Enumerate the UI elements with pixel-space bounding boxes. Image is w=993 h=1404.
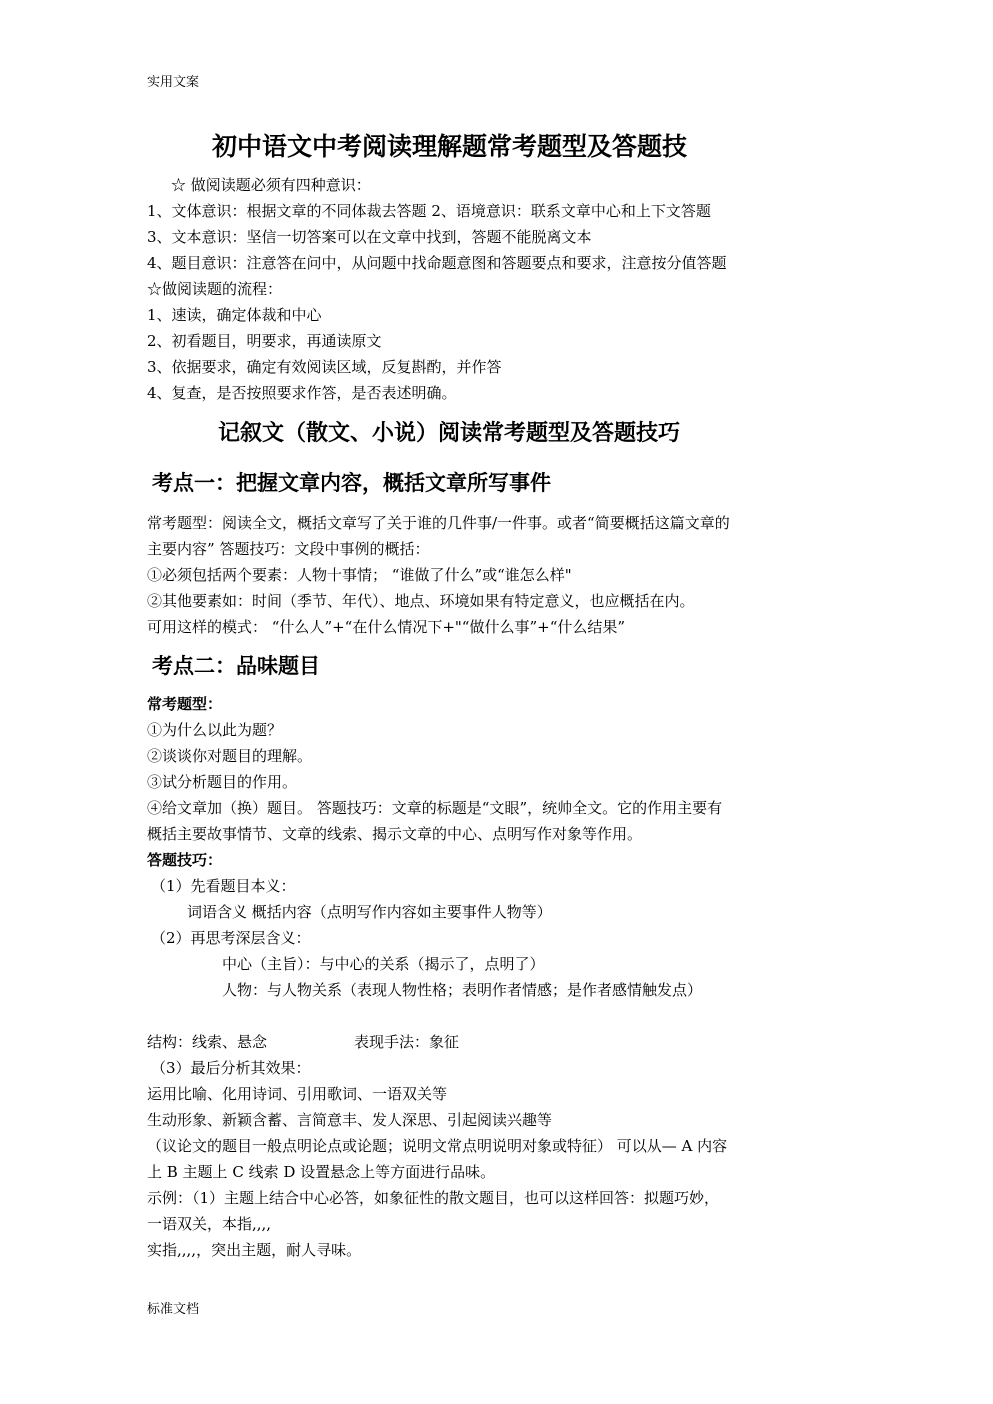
point2-type: 概括主要故事情节、文章的线索、揭示文章的中心、点明写作对象等作用。 — [147, 825, 643, 843]
point2-types-label: 常考题型： — [147, 695, 223, 713]
point2-heading: 考点二：品味题目 — [152, 653, 320, 678]
step1-detail: 词语含义 概括内容（点明写作内容如主要事件人物等） — [187, 903, 552, 921]
point2-type: ③试分析题目的作用。 — [147, 773, 298, 791]
intro-line: 3、文本意识：坚信一切答案可以在文章中找到，答题不能脱离文本 — [147, 228, 592, 246]
intro-line: 3、依据要求，确定有效阅读区域，反复斟酌，并作答 — [147, 358, 502, 376]
page-footer: 标准文档 — [147, 1302, 200, 1317]
point2-type: ④给文章加（换）题目。 答题技巧：文章的标题是“文眼”，统帅全文。它的作用主要有 — [147, 799, 723, 817]
intro-line: 4、复查，是否按照要求作答，是否表述明确。 — [147, 384, 457, 402]
effect-line: 上 B 主题上 C 线索 D 设置悬念上等方面进行品味。 — [147, 1163, 496, 1181]
page-header: 实用文案 — [147, 75, 200, 90]
point2-tips-label: 答题技巧： — [147, 851, 223, 869]
effect-line: 运用比喻、化用诗词、引用歌词、一语双关等 — [147, 1085, 448, 1103]
effect-line: 实指,,,,，突出主题，耐人寻味。 — [147, 1241, 362, 1259]
effect-line: 一语双关，本指,,,, — [147, 1215, 272, 1233]
point2-type: ①为什么以此为题？ — [147, 721, 283, 739]
point1-line: ②其他要素如：时间（季节、年代）、地点、环境如果有特定意义，也应概括在内。 — [147, 592, 695, 610]
point1-line: 主要内容” 答题技巧：文段中事例的概括： — [147, 540, 430, 558]
structure-note: 结构：线索、悬念 — [147, 1033, 268, 1051]
step2-center: 中心（主旨）：与中心的关系（揭示了，点明了） — [222, 955, 545, 973]
step1: （1）先看题目本义： — [151, 877, 296, 895]
point2-type: ②谈谈你对题目的理解。 — [147, 747, 313, 765]
intro-line: ☆ 做阅读题必须有四种意识： — [171, 176, 371, 194]
effect-line: 生动形象、新颖含蓄、言简意丰、发人深思、引起阅读兴趣等 — [147, 1111, 553, 1129]
intro-line: 1、速读，确定体裁和中心 — [147, 306, 322, 324]
intro-line: ☆做阅读题的流程： — [147, 280, 283, 298]
document-title: 初中语文中考阅读理解题常考题型及答题技 — [212, 132, 688, 161]
intro-line: 2、初看题目，明要求，再通读原文 — [147, 332, 382, 350]
intro-line: 1、文体意识：根据文章的不同体裁去答题 2、语境意识：联系文章中心和上下文答题 — [147, 202, 711, 220]
point1-heading: 考点一：把握文章内容，概括文章所写事件 — [152, 470, 551, 495]
technique-note: 表现手法：象征 — [354, 1033, 460, 1051]
point1-line: ①必须包括两个要素：人物十事情； “谁做了什么”或“谁怎么样" — [147, 566, 572, 584]
section-title: 记叙文（散文、小说）阅读常考题型及答题技巧 — [218, 420, 681, 446]
step2-person: 人物：与人物关系（表现人物性格；表明作者情感；是作者感情触发点） — [222, 981, 703, 999]
intro-line: 4、题目意识：注意答在问中，从问题中找命题意图和答题要点和要求，注意按分值答题 — [147, 254, 727, 272]
step2: （2）再思考深层含义： — [151, 929, 311, 947]
point1-line: 可用这样的模式： “什么人”+“在什么情况下+"“做什么事”+“什么结果” — [147, 618, 626, 636]
point1-line: 常考题型：阅读全文，概括文章写了关于谁的几件事/一件事。或者“简要概括这篇文章的 — [147, 514, 730, 532]
effect-line: （议论文的题目一般点明论点或论题；说明文常点明说明对象或特征） 可以从— A 内容 — [147, 1137, 728, 1155]
step3: （3）最后分析其效果： — [151, 1059, 311, 1077]
effect-line: 示例：（1）主题上结合中心必答，如象征性的散文题目，也可以这样回答：拟题巧妙， — [147, 1189, 720, 1207]
